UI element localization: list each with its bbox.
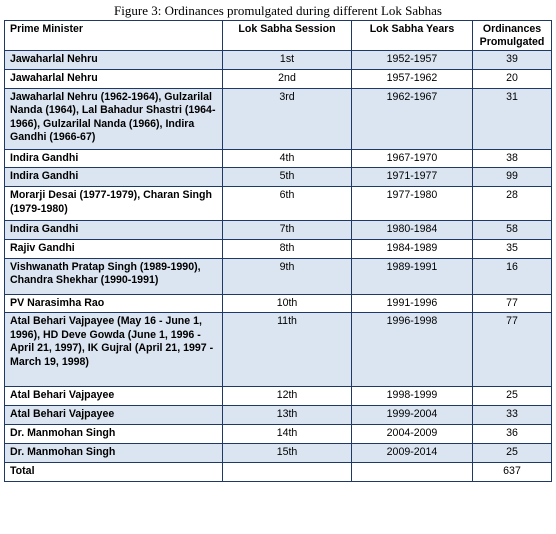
header-prime-minister: Prime Minister [5,21,223,51]
cell-prime-minister: Indira Gandhi [5,168,223,187]
total-row [5,462,552,481]
cell-session: 5th [223,168,352,187]
cell-ordinances: 28 [473,187,552,221]
cell-session: 2nd [223,69,352,88]
total-label: Total [5,462,223,481]
cell-prime-minister: Morarji Desai (1977-1979), Charan Singh (1979-1980) [5,187,223,221]
cell-years: 1977-1980 [352,187,473,221]
cell-session: 11th [223,313,352,387]
cell-session: 12th [223,387,352,406]
cell-prime-minister: Atal Behari Vajpayee (May 16 - June 1, 1996), HD Deve Gowda (June 1, 1996 - April 21, 1997), IK Gujral (April 21, 1997 - March 19, 1998) [5,313,223,387]
table-row [5,443,552,462]
cell-session: 7th [223,221,352,240]
table-row [5,240,552,259]
cell-prime-minister: Dr. Manmohan Singh [5,424,223,443]
cell-session: 9th [223,258,352,294]
cell-years: 1967-1970 [352,149,473,168]
table-row [5,187,552,221]
cell-years: 1952-1957 [352,51,473,70]
cell-prime-minister: Atal Behari Vajpayee [5,387,223,406]
table-row [5,387,552,406]
table-row [5,258,552,294]
table-row [5,149,552,168]
cell-session: 8th [223,240,352,259]
cell-prime-minister: Rajiv Gandhi [5,240,223,259]
cell-ordinances: 35 [473,240,552,259]
cell-prime-minister: Dr. Manmohan Singh [5,443,223,462]
cell-years: 1991-1996 [352,294,473,313]
cell-ordinances: 25 [473,443,552,462]
total-session-empty [223,462,352,481]
figure-caption: Figure 3: Ordinances promulgated during different Lok Sabhas [114,3,442,18]
cell-prime-minister: Jawaharlal Nehru [5,51,223,70]
cell-ordinances: 77 [473,313,552,387]
ordinances-table [4,20,552,482]
cell-prime-minister: Indira Gandhi [5,149,223,168]
cell-years: 1998-1999 [352,387,473,406]
cell-ordinances: 39 [473,51,552,70]
cell-years: 2004-2009 [352,424,473,443]
table-row [5,51,552,70]
header-ordinances-line2: Promulgated [479,35,545,48]
table-row [5,424,552,443]
cell-ordinances: 58 [473,221,552,240]
cell-session: 13th [223,405,352,424]
cell-ordinances: 31 [473,88,552,149]
header-years: Lok Sabha Years [352,21,473,51]
header-session: Lok Sabha Session [223,21,352,51]
table-row [5,294,552,313]
table-body [5,51,552,482]
cell-ordinances: 38 [473,149,552,168]
cell-years: 1984-1989 [352,240,473,259]
total-ordinances: 637 [473,462,552,481]
cell-session: 14th [223,424,352,443]
cell-years: 1996-1998 [352,313,473,387]
cell-years: 2009-2014 [352,443,473,462]
cell-prime-minister: Indira Gandhi [5,221,223,240]
header-ordinances-line1: Ordinances [482,23,542,35]
table-row [5,313,552,387]
cell-years: 1957-1962 [352,69,473,88]
cell-session: 10th [223,294,352,313]
cell-session: 15th [223,443,352,462]
cell-years: 1980-1984 [352,221,473,240]
table-row [5,88,552,149]
cell-prime-minister: Vishwanath Pratap Singh (1989-1990), Chandra Shekhar (1990-1991) [5,258,223,294]
cell-years: 1999-2004 [352,405,473,424]
cell-prime-minister: PV Narasimha Rao [5,294,223,313]
cell-ordinances: 36 [473,424,552,443]
cell-ordinances: 20 [473,69,552,88]
header-ordinances [473,21,552,51]
cell-session: 6th [223,187,352,221]
cell-prime-minister: Jawaharlal Nehru [5,69,223,88]
cell-ordinances: 99 [473,168,552,187]
cell-session: 3rd [223,88,352,149]
cell-session: 1st [223,51,352,70]
cell-years: 1971-1977 [352,168,473,187]
cell-prime-minister: Jawaharlal Nehru (1962-1964), Gulzarilal Nanda (1964), Lal Bahadur Shastri (1964-1966), Gulzarilal Nanda (1966), Indira Gandhi (1966-67) [5,88,223,149]
total-years-empty [352,462,473,481]
table-row [5,405,552,424]
header-row [5,21,552,51]
table-row [5,69,552,88]
cell-ordinances: 77 [473,294,552,313]
cell-years: 1989-1991 [352,258,473,294]
cell-ordinances: 25 [473,387,552,406]
cell-ordinances: 33 [473,405,552,424]
cell-ordinances: 16 [473,258,552,294]
table-row [5,221,552,240]
cell-session: 4th [223,149,352,168]
cell-years: 1962-1967 [352,88,473,149]
cell-prime-minister: Atal Behari Vajpayee [5,405,223,424]
table-row [5,168,552,187]
